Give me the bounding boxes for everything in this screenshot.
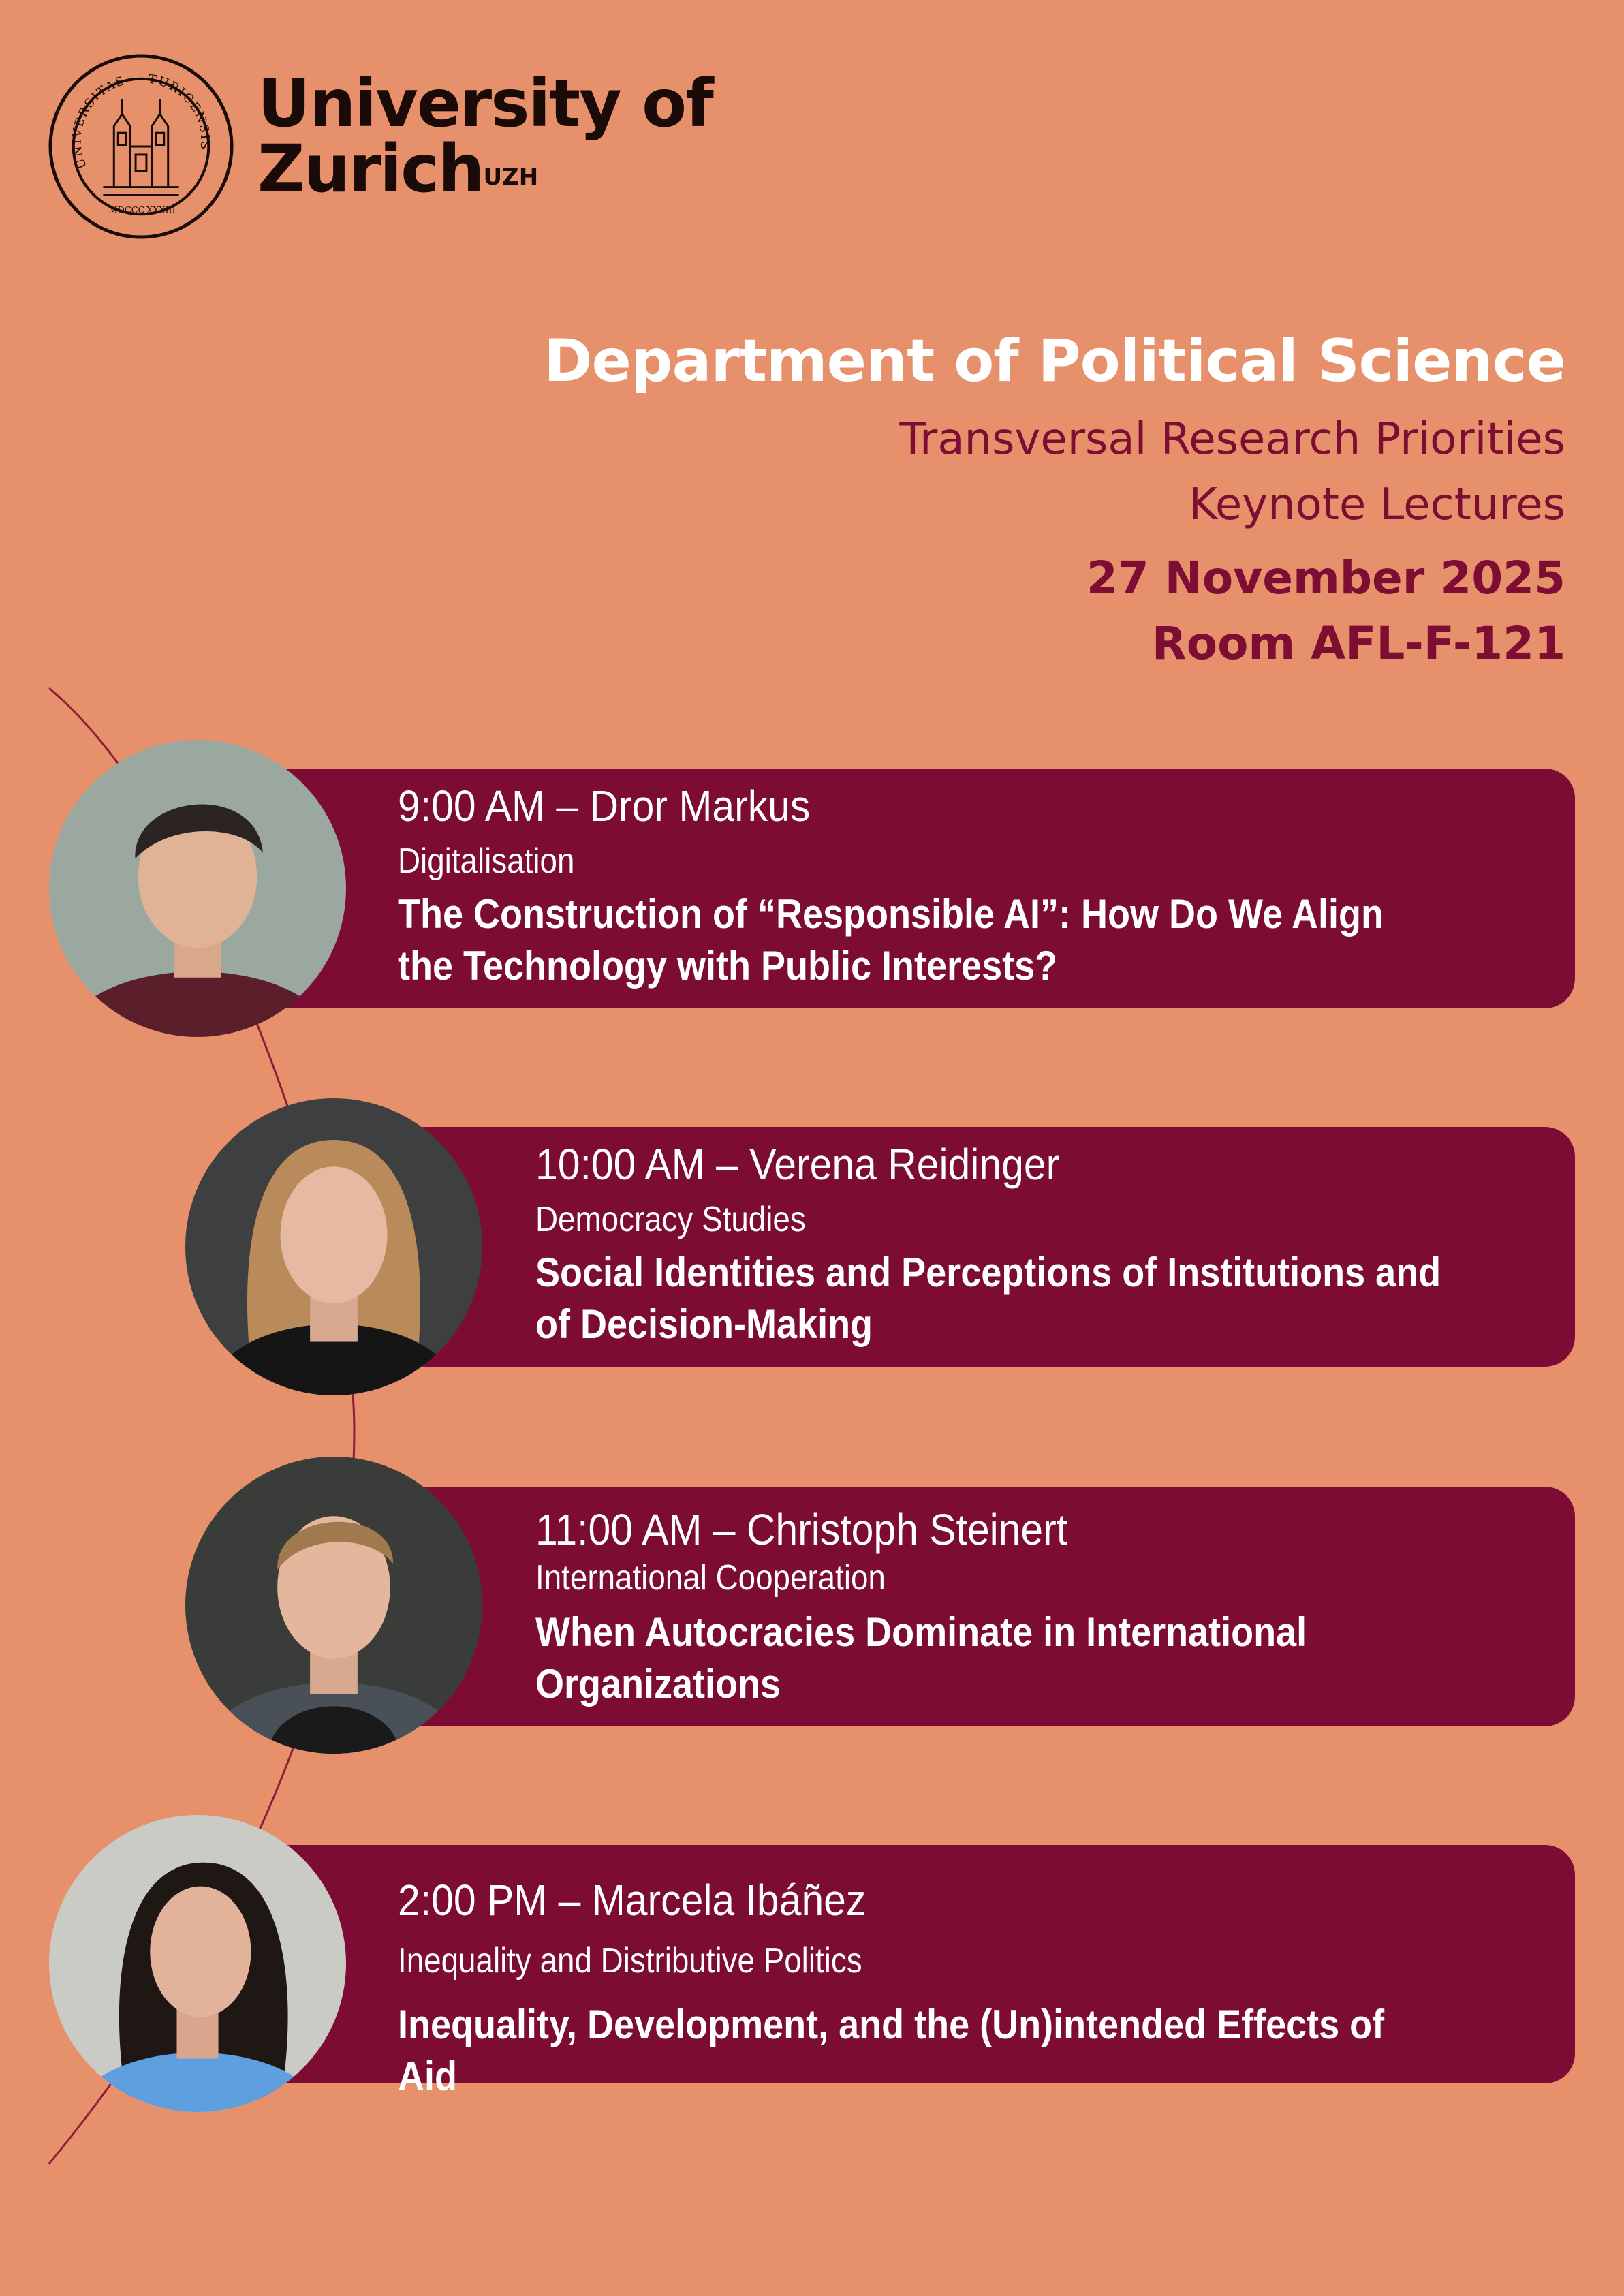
speaker-portrait-icon — [49, 740, 346, 1037]
program-subtitle: Transversal Research Priorities — [899, 414, 1565, 465]
session-card-4 — [259, 1845, 1575, 2099]
session-area: International Cooperation — [535, 1558, 886, 1598]
speaker-portrait-icon — [185, 1098, 482, 1395]
department-title: Department of Political Science — [544, 327, 1565, 395]
speaker-photo-2 — [185, 1098, 482, 1395]
session-time-speaker: 10:00 AM – Verena Reidinger — [535, 1140, 1060, 1189]
session-time-speaker: 2:00 PM – Marcela Ibáñez — [398, 1876, 866, 1925]
event-date: 27 November 2025 — [1086, 552, 1565, 604]
university-name-line1: University of — [257, 65, 713, 142]
speaker-photo-4 — [49, 1815, 346, 2112]
session-area: Democracy Studies — [535, 1200, 806, 1239]
speaker-portrait-icon — [49, 1815, 346, 2112]
university-name-line2: Zurich — [257, 131, 484, 207]
series-subtitle: Keynote Lectures — [1189, 480, 1565, 530]
session-card-1 — [259, 769, 1575, 1008]
session-area: Inequality and Distributive Politics — [398, 1941, 862, 1981]
event-room: Room AFL-F-121 — [1151, 617, 1565, 670]
university-name — [257, 65, 713, 207]
svg-text:MDCCC: MDCCC — [108, 205, 145, 216]
session-card-3 — [395, 1487, 1575, 1726]
session-title: Inequality, Development, and the (Un)intended Effects of Aid — [398, 2002, 1385, 2099]
session-title: Social Identities and Perceptions of Institutions and of Decision-Making — [535, 1250, 1441, 1347]
session-title: When Autocracies Dominate in International Organizations — [535, 1609, 1307, 1707]
speaker-portrait-icon — [185, 1457, 482, 1754]
session-title: The Construction of “Responsible AI”: How Do We Align the Technology with Public Interests? — [398, 891, 1384, 989]
session-time-speaker: 9:00 AM – Dror Markus — [398, 781, 811, 831]
university-seal-logo — [46, 52, 236, 241]
svg-text:TURICENSIS: TURICENSIS — [147, 72, 213, 152]
session-area: Digitalisation — [398, 841, 575, 881]
session-time-speaker: 11:00 AM – Christoph Steinert — [535, 1505, 1068, 1554]
speaker-photo-1 — [49, 740, 346, 1037]
svg-text:UNIVERSITAS: UNIVERSITAS — [69, 73, 127, 171]
svg-text:XXXIII: XXXIII — [146, 205, 176, 216]
speaker-photo-3 — [185, 1457, 482, 1754]
session-card-2 — [395, 1127, 1575, 1367]
uzh-superscript: UZH — [483, 164, 539, 191]
